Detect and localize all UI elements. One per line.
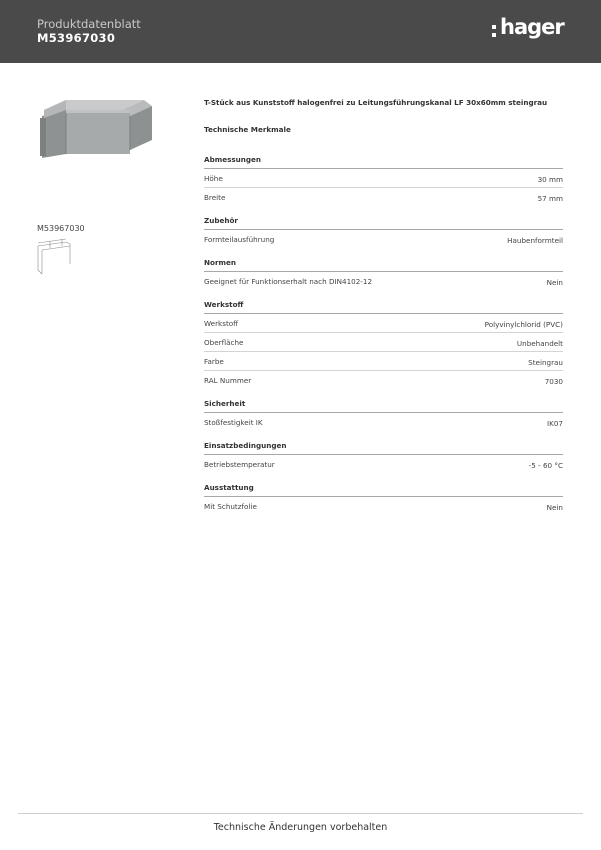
spec-groups bbox=[204, 155, 563, 515]
spec-group-title: Einsatzbedingungen bbox=[204, 441, 563, 455]
spec-row bbox=[204, 352, 563, 371]
spec-group-title: Ausstattung bbox=[204, 483, 563, 497]
spec-label: Breite bbox=[204, 193, 226, 202]
spec-label: Stoßfestigkeit IK bbox=[204, 418, 263, 427]
spec-value: Polyvinylchlorid (PVC) bbox=[484, 320, 563, 329]
logo-dot-icon bbox=[492, 33, 496, 37]
spec-group bbox=[204, 216, 563, 248]
spec-label: Mit Schutzfolie bbox=[204, 502, 257, 511]
spec-group bbox=[204, 399, 563, 431]
document-type: Produktdatenblatt bbox=[37, 17, 141, 31]
spec-row bbox=[204, 272, 563, 290]
spec-group bbox=[204, 483, 563, 515]
spec-label: Farbe bbox=[204, 357, 224, 366]
spec-label: Geeignet für Funktionserhalt nach DIN4102-12 bbox=[204, 277, 373, 286]
spec-row bbox=[204, 188, 563, 206]
spec-value: Steingrau bbox=[528, 358, 563, 367]
spec-value: Nein bbox=[546, 278, 563, 287]
logo-text: hager bbox=[500, 15, 564, 39]
spec-label: Oberfläche bbox=[204, 338, 244, 347]
spec-group-title: Sicherheit bbox=[204, 399, 563, 413]
spec-value: Nein bbox=[546, 503, 563, 512]
spec-group bbox=[204, 441, 563, 473]
spec-row bbox=[204, 169, 563, 188]
spec-row bbox=[204, 497, 563, 515]
footer-divider bbox=[18, 813, 583, 814]
spec-label: Formteilausführung bbox=[204, 235, 275, 244]
spec-label: Höhe bbox=[204, 174, 223, 183]
product-image bbox=[36, 96, 160, 162]
spec-label: Werkstoff bbox=[204, 319, 239, 328]
spec-label: Betriebstemperatur bbox=[204, 460, 275, 469]
spec-value: IK07 bbox=[547, 419, 563, 428]
spec-value: 30 mm bbox=[537, 175, 563, 184]
hager-logo bbox=[492, 17, 568, 45]
spec-group-title: Abmessungen bbox=[204, 155, 563, 169]
spec-group-title: Zubehör bbox=[204, 216, 563, 230]
logo-dot-icon bbox=[492, 25, 496, 29]
technical-drawing bbox=[36, 236, 72, 276]
spec-group bbox=[204, 258, 563, 290]
spec-value: -5 - 60 °C bbox=[528, 461, 563, 470]
spec-value: Unbehandelt bbox=[516, 339, 563, 348]
spec-row bbox=[204, 371, 563, 389]
spec-row bbox=[204, 413, 563, 431]
spec-group-title: Normen bbox=[204, 258, 563, 272]
spec-group-title: Werkstoff bbox=[204, 300, 563, 314]
spec-group bbox=[204, 300, 563, 389]
product-title: T-Stück aus Kunststoff halogenfrei zu Leitungsführungskanal LF 30x60mm steingrau bbox=[204, 98, 548, 107]
document-id: M53967030 bbox=[37, 31, 116, 45]
spec-value: Haubenformteil bbox=[507, 236, 563, 245]
spec-label: RAL Nummer bbox=[204, 376, 252, 385]
spec-value: 7030 bbox=[544, 377, 563, 386]
spec-row bbox=[204, 455, 563, 473]
product-code-label: M53967030 bbox=[37, 224, 85, 233]
product-details bbox=[204, 98, 563, 525]
spec-row bbox=[204, 314, 563, 333]
footer-note: Technische Änderungen vorbehalten bbox=[213, 822, 388, 833]
page-header bbox=[0, 0, 601, 63]
spec-group bbox=[204, 155, 563, 206]
spec-row bbox=[204, 230, 563, 248]
spec-value: 57 mm bbox=[537, 194, 563, 203]
section-heading: Technische Merkmale bbox=[204, 125, 291, 134]
spec-row bbox=[204, 333, 563, 352]
